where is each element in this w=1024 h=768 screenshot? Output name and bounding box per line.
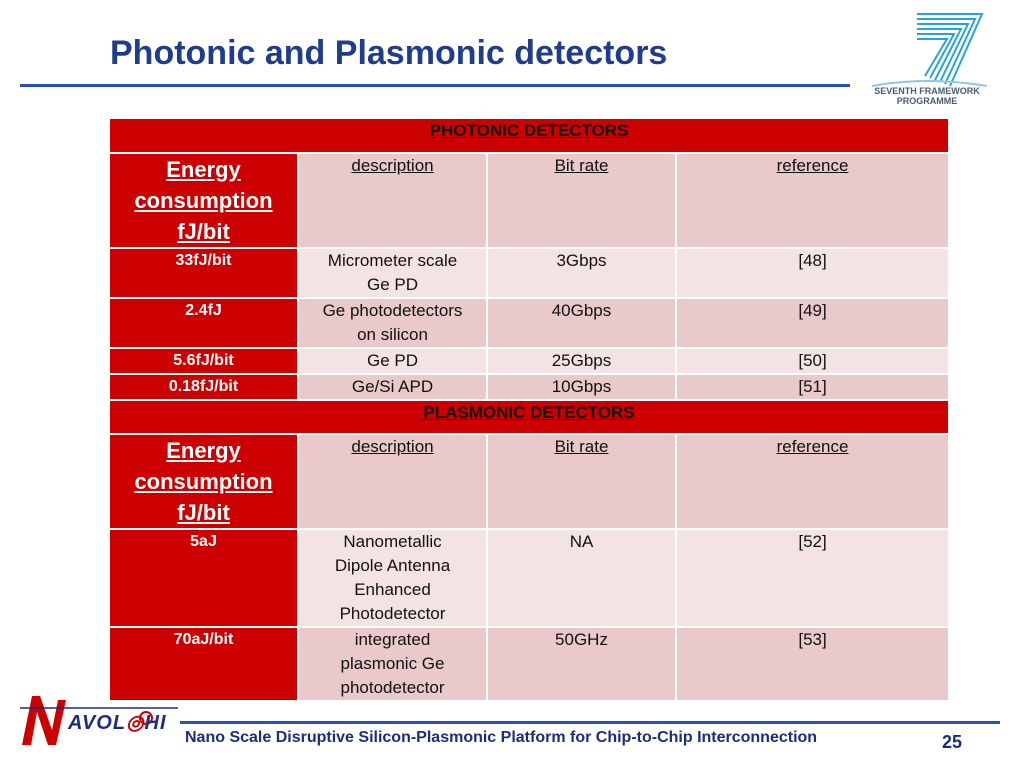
header-reference: reference [676,153,949,248]
description-cell: Micrometer scale Ge PD [298,248,487,298]
energy-cell: 70aJ/bit [109,627,298,701]
header-energy: Energy consumption fJ/bit [109,153,298,248]
reference-cell: [52] [676,529,949,627]
reference-cell: [48] [676,248,949,298]
bitrate-cell: 3Gbps [487,248,676,298]
photonic-section-row [109,118,949,153]
plasmonic-section-title: PLASMONIC DETECTORS [109,400,949,434]
description-cell: Ge photodetectors on silicon [298,298,487,348]
plasmonic-section-row [109,400,949,434]
table-row [109,298,949,348]
header-bitrate: Bit rate [487,153,676,248]
photonic-section-title: PHOTONIC DETECTORS [109,118,949,153]
reference-cell: [49] [676,298,949,348]
header-reference: reference [676,434,949,529]
energy-cell: 5.6fJ/bit [109,348,298,374]
header-energy: Energy consumption fJ/bit [109,434,298,529]
fp7-caption-line1: SEVENTH FRAMEWORK [874,86,980,96]
description-cell: Ge PD [298,348,487,374]
page-number: 25 [942,732,963,752]
slide-title: Photonic and Plasmonic detectors [110,34,668,72]
bitrate-cell: 50GHz [487,627,676,701]
table-row [109,248,949,298]
energy-cell: 2.4fJ [109,298,298,348]
header-description: description [298,153,487,248]
table-row [109,627,949,701]
table-row [109,348,949,374]
bitrate-cell: NA [487,529,676,627]
header-bitrate: Bit rate [487,434,676,529]
description-cell: Nanometallic Dipole Antenna Enhanced Photodetector [298,529,487,627]
fp7-caption-line2: PROGRAMME [896,96,958,106]
description-cell: Ge/Si APD [298,374,487,400]
navolchi-logo-text: AVOL◎HI [68,712,167,734]
header-description: description [298,434,487,529]
title-underline [20,84,850,87]
energy-cell: 33fJ/bit [109,248,298,298]
reference-cell: [53] [676,627,949,701]
reference-cell: [51] [676,374,949,400]
table-row [109,374,949,400]
table-row [109,529,949,627]
bitrate-cell: 25Gbps [487,348,676,374]
bitrate-cell: 10Gbps [487,374,676,400]
fp7-caption [862,86,992,106]
energy-cell: 5aJ [109,529,298,627]
photonic-header-row [109,153,949,248]
reference-cell: [50] [676,348,949,374]
description-cell: integrated plasmonic Ge photodetector [298,627,487,701]
bitrate-cell: 40Gbps [487,298,676,348]
energy-cell: 0.18fJ/bit [109,374,298,400]
footer-rule [180,721,1000,724]
footer-text: Nano Scale Disruptive Silicon-Plasmonic Platform for Chip-to-Chip Interconnection [185,729,818,746]
plasmonic-header-row [109,434,949,529]
detectors-table [108,117,950,702]
